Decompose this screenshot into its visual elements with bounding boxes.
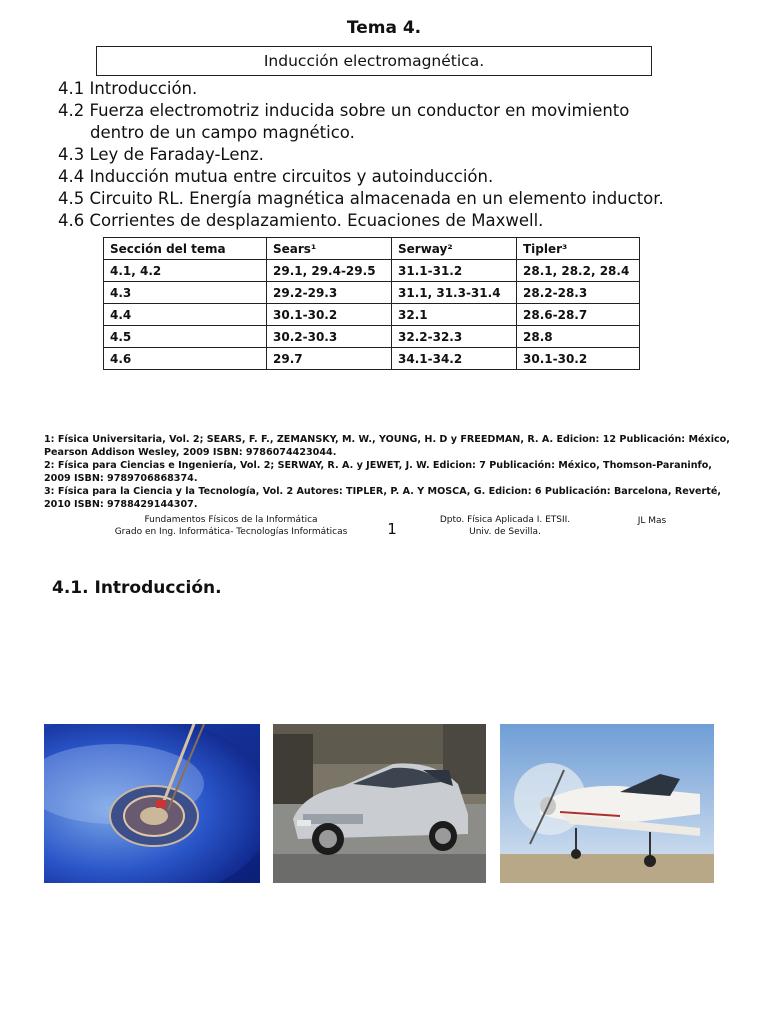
table-header-cell: Sección del tema [104,238,267,260]
table-cell: 28.2-28.3 [517,282,640,304]
table-cell: 32.1 [392,304,517,326]
table-row [104,282,640,304]
outline-item [58,144,758,166]
table-cell: 32.2-32.3 [392,326,517,348]
table-cell: 31.1-31.2 [392,260,517,282]
footnote: 2: Física para Ciencias e Ingeniería, Vol. 2; SERWAY, R. A. y JEWET, J. W. Edicion: 7 Publicación: México, Thomson-Paraninfo, 2009 ISBN: 9789706868374. [44,460,712,484]
table-header-cell: Sears¹ [267,238,392,260]
footnote: 3: Física para la Ciencia y la Tecnología, Vol. 2 Autores: TIPLER, P. A. Y MOSCA, G. Edicion: 6 Publicación: Barcelona, Reverté, 2010 ISBN: 9788429144307. [44,486,721,510]
table-cell: 29.2-29.3 [267,282,392,304]
table-row [104,304,640,326]
outline-item-continuation: dentro de un campo magnético. [90,123,355,142]
footer-degree-name: Grado en Ing. Informática- Tecnologías Informáticas [114,527,348,537]
outline-item-text: 4.3 Ley de Faraday-Lenz. [58,145,264,164]
hard-disk-photo [44,724,260,883]
table-cell: 30.1-30.2 [267,304,392,326]
table-row [104,348,640,370]
outline-item-text: 4.4 Inducción mutua entre circuitos y autoinducción. [58,167,494,186]
table-cell: 4.1, 4.2 [104,260,267,282]
outline-item-text: 4.1 Introducción. [58,79,198,98]
table-cell: 4.5 [104,326,267,348]
table-cell: 30.1-30.2 [517,348,640,370]
airplane-photo [500,724,714,883]
section-heading: 4.1. Introducción. [52,578,222,598]
table-cell: 4.4 [104,304,267,326]
outline-item-text: 4.5 Circuito RL. Energía magnética almacenada en un elemento inductor. [58,189,664,208]
table-cell: 29.7 [267,348,392,370]
footer-university: Univ. de Sevilla. [469,527,541,537]
table-header-cell: Tipler³ [517,238,640,260]
table-cell: 28.8 [517,326,640,348]
table-header-cell: Serway² [392,238,517,260]
table-row [104,260,640,282]
outline-item [58,166,758,188]
topic-outline [58,78,758,232]
table-cell: 28.1, 28.2, 28.4 [517,260,640,282]
table-cell: 31.1, 31.3-31.4 [392,282,517,304]
outline-item-text: 4.6 Corrientes de desplazamiento. Ecuaciones de Maxwell. [58,211,544,230]
table-cell: 29.1, 29.4-29.5 [267,260,392,282]
outline-item [58,210,758,232]
table-row [104,326,640,348]
footer-author: JL Mas [637,516,667,526]
car-photo [273,724,486,883]
table-cell: 30.2-30.3 [267,326,392,348]
table-cell: 34.1-34.2 [392,348,517,370]
footer-course [86,514,376,538]
outline-item [58,78,758,100]
outline-item-text: 4.2 Fuerza electromotriz inducida sobre un conductor en movimiento [58,101,630,120]
outline-item [58,100,758,144]
footer-course-name: Fundamentos Físicos de la Informática [144,515,318,525]
table-cell: 4.3 [104,282,267,304]
footer-department [410,514,600,538]
footnotes [44,433,734,511]
table-cell: 4.6 [104,348,267,370]
footnote: 1: Física Universitaria, Vol. 2; SEARS, F. F., ZEMANSKY, M. W., YOUNG, H. D y FREEDMAN, R. A. Edicion: 12 Publicación: México, Pearson Addison Wesley, 2009 ISBN: 9786074423044. [44,434,730,458]
page-title: Tema 4. [346,18,422,38]
table-header-row [104,238,640,260]
outline-item [58,188,758,210]
footer-department-name: Dpto. Física Aplicada I. ETSII. [439,515,571,525]
table-cell: 28.6-28.7 [517,304,640,326]
subtitle-text: Inducción electromagnética. [263,52,485,70]
subtitle-box [96,46,652,76]
reference-table [103,237,640,370]
page-number: 1 [387,520,397,538]
